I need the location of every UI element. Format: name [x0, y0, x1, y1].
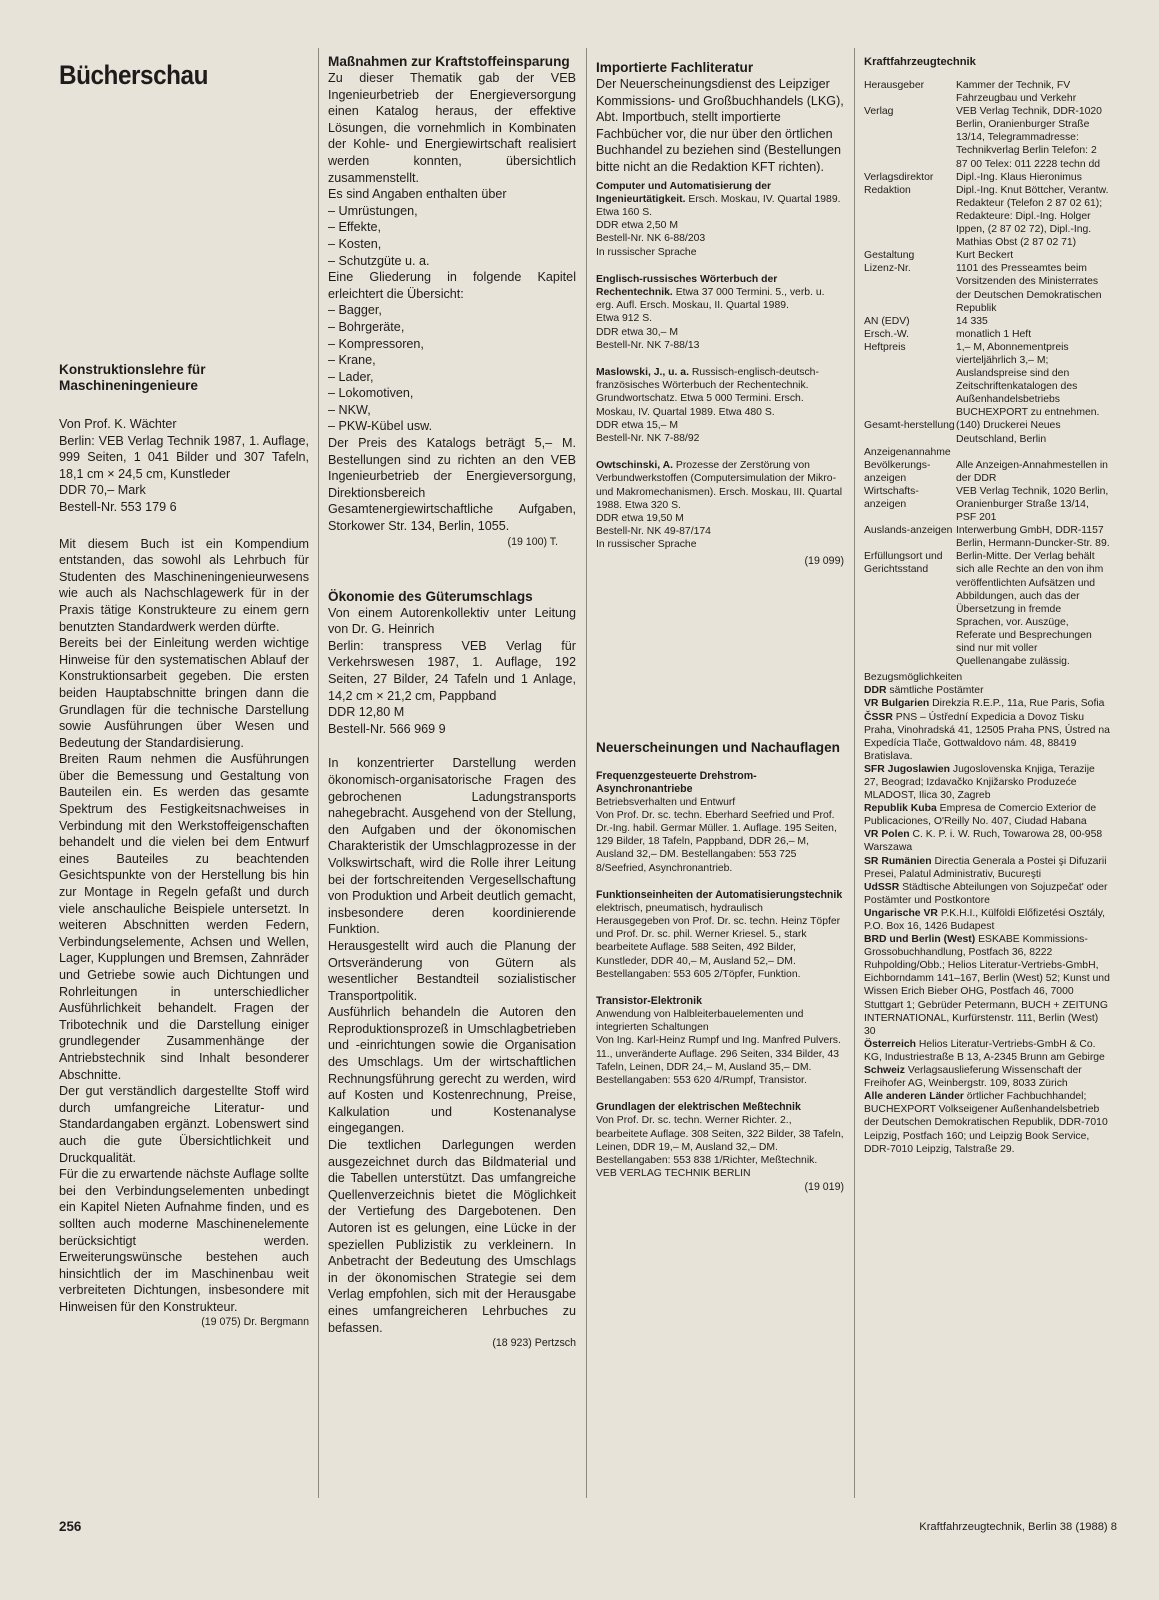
column-2: [328, 54, 576, 1350]
info-list: – Umrüstungen, – Effekte, – Kosten, – Schutzgüte u. a.: [328, 203, 430, 268]
article-title: Importierte Fachliteratur: [596, 60, 754, 75]
imprint-row: Herausgeber Kammer der Technik, FV Fahrzeugbau und Verkehr: [864, 80, 1077, 105]
dist-entry: DDR sämtliche Postämter: [864, 685, 984, 697]
book-entry: Owtschinski, A. Prozesse der Zerstörung von Verbundwerkstoffen (Computersimulation der Mikro- und Makromechanismen). Ersch. Moskau, III. Quartal 1988. Etwa 320 S. DDR etwa 19,50 M Bestell-Nr. NK 49-87/174 In russischer Sprache: [596, 460, 843, 551]
dist-entry: VR Polen C. K. P. i. W. Ruch, Towarowa 28, 00-958 Warszawa: [864, 829, 1103, 854]
review-meta: Von Prof. K. Wächter Berlin: VEB Verlag Technik 1987, 1. Auflage, 999 Seiten, 1 041 Bilder und 307 Tafeln, 18,1 cm × 24,5 cm, Kunstleder DDR 70,– Mark Bestell-Nr. 553 179 6: [59, 417, 309, 514]
dist-entry: VR Bulgarien Direkzia R.E.P., 11a, Rue Paris, Sofia: [864, 698, 1105, 710]
dist-entry: ČSSR PNS – Ústřední Expedicia a Dovoz Tisku Praha, Vinohradská 41, 12505 Praha PNS, Ústred na Expedícia Tlače, Gottwaldovo nám. 48, 88419 Bratislava.: [864, 711, 1110, 762]
imprint-row: Gestaltung Kurt Beckert: [864, 250, 1014, 262]
book-entry: Frequenzgesteuerte Drehstrom-Asynchronantriebe Betriebsverhalten und Entwurf Von Prof. Dr. sc. techn. Eberhard Seefried und Prof. Dr.-Ing. habil. Germar Müller. 1. Auflage. 195 Seiten, 129 Bilder, 18 Tafeln, Pappband, DDR 26,– M, Ausland 32,– DM. Bestellangaben: 553 725 8/Seefried, Asynchronantrieb.: [596, 769, 837, 874]
dist-entry: Alle anderen Länder örtlicher Fachbuchhandel; BUCHEXPORT Volkseigener Außenhandelsbetrieb der Deutschen Demokratischen Republik, DDR-7010 Leipzig, Postfach 160; und Leipzig Book Service, DDR-7010 Leipzig, Talstraße 29.: [864, 1091, 1108, 1155]
dist-entry: Ungarische VR P.K.H.I., Külföldi Előfizetési Osztály, P.O. Box 16, 1426 Budapest: [864, 907, 1106, 932]
chapter-list: – Bagger, – Bohrgeräte, – Kompressoren, – Krane, – Lader, – Lokomotiven, – NKW, – PKW-Kübel usw.: [328, 303, 433, 434]
book-entry: Maslowski, J., u. a. Russisch-englisch-deutsch-französisches Wörterbuch der Rechentechnik. Grundwortschatz. Etwa 5 000 Termini. Ersch. Moskau, IV. Quartal 1989. Etwa 480 S. DDR etwa 15,– M Bestell-Nr. NK 7-88/92: [596, 367, 819, 445]
imprint-row: Lizenz-Nr. 1101 des Presseamtes beim Vorsitzenden des Ministerrates der Deutschen Demokratischen Republik: [864, 263, 1102, 314]
review-text: In konzentrierter Darstellung werden ökonomisch-organisatorische Fragen des gebrochenen Ladungstransports nahegebracht. Ausgehend von der Stellung, den Aufgaben und der ökonomischen Charakteristik der Umschlagprozesse in der Volkswirtschaft, wird die Rolle ihrer Leitung bei der fortschreitenden Vergesellschaftung von Produktion und Arbeit deutlich gemacht, insbesondere deren koordinierende Funktion. Herausgestellt wird auch die Planung der Ortsveränderung von Gütern als wesentlicher Bestandteil sozialistischer Transportpolitik. Ausführlich behandeln die Autoren den Reproduktionsprozeß in Umschlagbetrieben und -einrichtungen sowie die Organisation des Umschlags. Um der wirtschaftlichen Rechnungsführung gerecht zu werden, wird auf Kosten und Kostenrechnung, Preise, Kalkulation und Kostenanalyse eingegangen. Die textlichen Darlegungen werden ausgezeichnet durch das Bildmaterial und die Tabellen unterstützt. Das umfangreiche Quellenverzeichnis bietet die Möglichkeit der Vertiefung des Dargebotenen. Den Autoren ist es gelungen, eine Lücke in der speziellen Publizistik zu verkleinern. In Anbetracht der Bedeutung des Umschlags in der ökonomischen Strategie sei dem Verlag empfohlen, sich mit der Herausgabe eines umfangreicheren Lehrbuches zu befassen.: [328, 756, 576, 1335]
dist-entry: UdSSR Städtische Abteilungen von Sojuzpečat' oder Postämter und Postkontore: [864, 881, 1108, 906]
review-title: Konstruktionslehre für Maschineningenieure: [59, 362, 206, 393]
imprint-table: [864, 79, 1110, 668]
dist-entry: SFR Jugoslawien Jugoslovenska Knjiga, Terazije 27, Beograd; Izdavačko Knjižarsko Produzeće MLADOST, Ilica 30, Zagreb: [864, 763, 1095, 802]
review-reference: (18 923) Pertzsch: [492, 1337, 576, 1350]
imprint-row: Heftpreis 1,– M, Abonnementpreis vierteljährlich 3,– M; Auslandspreise sind den Zeitschriftenkatalogen des Außenhandelsbetriebs BUCHEXPORT zu entnehmen.: [864, 341, 1100, 419]
imprint-row: Ersch.-W. monatlich 1 Heft: [864, 328, 1032, 340]
imprint-row: Gesamt-herstellung (140) Druckerei Neues Deutschland, Berlin: [864, 420, 1061, 445]
column-4-imprint: [864, 54, 1110, 1156]
journal-footer: Kraftfahrzeugtechnik, Berlin 38 (1988) 8: [919, 1521, 1117, 1533]
imprint-row: AN (EDV) 14 335: [864, 315, 988, 327]
page-number: 256: [59, 1519, 82, 1534]
column-rule: [586, 48, 587, 1498]
dist-entry: Republik Kuba Empresa de Comercio Exterior de Publicaciones, O'Reilly No. 407, Ciudad Habana: [864, 803, 1097, 828]
imprint-row: Auslands-anzeigen Interwerbung GmbH, DDR-1157 Berlin, Hermann-Duncker-Str. 89.: [864, 525, 1110, 550]
imprint-row: Bevölkerungs-anzeigen Alle Anzeigen-Annahmestellen in der DDR: [864, 459, 1108, 484]
imprint-row: Redaktion Dipl.-Ing. Knut Böttcher, Verantw. Redakteur (Telefon 2 87 02 61); Redakteure: Dipl.-Ing. Holger Ippen, (2 87 02 72), Dipl.-Ing. Mathias Obst (2 87 02 71): [864, 184, 1109, 249]
imprint-row: Wirtschafts-anzeigen VEB Verlag Technik, 1020 Berlin, Oranienburger Straße 13/14, PSF 201: [864, 485, 1109, 524]
list-reference: (19 019): [804, 1181, 844, 1194]
book-entry: Transistor-Elektronik Anwendung von Halbleiterbauelementen und integrierten Schaltungen Von Ing. Karl-Heinz Rumpf und Ing. Manfred Pulvers. 11., unveränderte Auflage. 296 Seiten, 334 Bilder, 43 Tafeln, Leinen, DDR 24,– M, Ausland 35,– DM. Bestellangaben: 553 620 4/Rumpf, Transistor.: [596, 995, 841, 1087]
column-1: [59, 54, 309, 1329]
column-3: [596, 54, 844, 1194]
imprint-row: Anzeigenannahme: [864, 446, 951, 458]
book-entry: Englisch-russisches Wörterbuch der Rechentechnik. Etwa 37 000 Termini. 5., verb. u. erg. Aufl. Ersch. Moskau, II. Quartal 1989. Etwa 912 S. DDR etwa 30,– M Bestell-Nr. NK 7-88/13: [596, 273, 825, 351]
dist-entry: BRD und Berlin (West) ESKABE Kommissions-Grossobuchhandlung, Postfach 36, 8222 Ruhpolding/Obb.; Helios Literatur-Vertriebs-GmbH, Eichborndamm 141–167, Berlin (West) 52; Kunst und Wissen Erich Bieber OHG, Postfach 46, 7000 Stuttgart 1; Gebrüder Petermann, BUCH + ZEITUNG INTERNATIONAL, Kurfürstenstr. 111, Berlin (West) 30: [864, 934, 1110, 1037]
article-title: Maßnahmen zur Kraftstoffeinsparung: [328, 54, 570, 69]
book-entry: Grundlagen der elektrischen Meßtechnik Von Prof. Dr. sc. techn. Werner Richter. 2., bearbeitete Auflage. 308 Seiten, 322 Bilder, 38 Tafeln, Leinen, DDR 19,– M, Ausland 32,– DM. Bestellangaben: 553 838 1/Richter, Meßtechnik. VEB VERLAG TECHNIK BERLIN: [596, 1101, 844, 1180]
book-entry: Funktionseinheiten der Automatisierungstechnik elektrisch, pneumatisch, hydraulisch Herausgegeben von Prof. Dr. sc. techn. Heinz Töpfer und Prof. Dr. sc. phil. Werner Kriesel. 5., stark bearbeitete Auflage. 588 Seiten, 492 Bilder, Kunstleder, DDR 40,– M, Ausland 52,– DM. Bestellangaben: 553 605 2/Töpfer, Funktion.: [596, 888, 843, 980]
imprint-row: Verlagsdirektor Dipl.-Ing. Klaus Hieronimus: [864, 171, 1082, 183]
section-title: Bücherschau: [59, 60, 209, 90]
column-rule: [318, 48, 319, 1498]
article-title: Neuerscheinungen und Nachauflagen: [596, 739, 840, 755]
article-text: Zu dieser Thematik gab der VEB Ingenieurbetrieb der Energieversorgung einen Katalog heraus, der effektive Lösungen, die vornehmlich in Kombinaten der Kohle- und Energiewirtschaft realisiert werden konnten, übersichtlich zusammenstellt. Es sind Angaben enthalten über – Umrüstungen, – Effekte, – Kosten, – Schutzgüte u. a. Eine Gliederung in folgende Kapitel erleichtert die Übersicht: – Bagger, – Bohrgeräte, – Kompressoren, – Krane, – Lader, – Lokomotiven, – NKW, – PKW-Kübel usw. Der Preis des Katalogs beträgt 5,– M. Bestellungen sind zu richten an den VEB Ingenieurbetrieb der Energieversorgung, Direktionsbereich Gesamtenergiewirtschaftliche Aufgaben, Storkower Str. 134, Berlin, 1055.: [328, 71, 576, 534]
imprint-row: Verlag VEB Verlag Technik, DDR-1020 Berlin, Oranienburger Straße 13/14, Telegrammadresse: Technikverlag Berlin Telefon: 2 87 00 Telex: 011 2228 techn dd: [864, 106, 1102, 170]
column-rule: [854, 48, 855, 1498]
review-text: Mit diesem Buch ist ein Kompendium entstanden, das sowohl als Lehrbuch für Studenten des Maschineningenieurwesens wie auch als Nachschlagewerk für in der Praxis tätige Konstrukteure zu einem gern benutzten Standardwerk werden dürfte. Bereits bei der Einleitung werden wichtige Hinweise für den systematischen Ablauf der Konstruktionsarbeit gegeben. Die ersten beiden Hauptabschnitte bringen dann die Grundlagen für die technische Darstellung sowie Ausführungen über Wesen und Bedeutung der Standardisierung. Breiten Raum nehmen die Ausführungen über die Bemessung und Gestaltung von Bauteilen ein. Es werden das gesamte Spektrum des Festigkeitsnachweises in Verbindung mit den Werkstoffeigenschaften behandelt und die vielen bei dem Entwurf eines Bauteiles zu beachtenden Gesichtspunkte von der Herstellung bis hin zur Montage in Regeln gefaßt und durch viele anschauliche Beispiele untersetzt. In weiteren Abschnitten werden Federn, Verbindungselemente, Achsen und Wellen, Lager, Kupplungen und Bremsen, Zahnräder und Getriebe sowie auch Dichtungen und Rohrleitungen in unterschiedlicher Ausführlichkeit behandelt. Fragen der Tribotechnik und die Darstellung einiger grundlegender Zusammenhänge der Antriebstechnik sind Inhalt besonderer Abschnitte. Der gut verständlich dargestellte Stoff wird durch umfangreiche Literatur- und Standardangaben ergänzt. Lobenswert sind auch die gute Übersichtlichkeit und Druckqualität. Für die zu erwartende nächste Auflage sollte bei den Verbindungselementen unbedingt ein Kapitel Nieten Aufnahme finden, und es sollten auch moderne Maschinenelemente berücksichtigt werden. Erweiterungswünsche bestehen auch hinsichtlich der im Maschinenbau weit verbreiteten Dichtungen, insbesondere mit Hinweisen für den Konstrukteur.: [59, 536, 309, 1314]
imprint-row: Erfüllungsort und Gerichtsstand Berlin-Mitte. Der Verlag behält sich alle Rechte an den von ihm veröffentlichten Aufsätzen und Abbildungen, auch das der Übersetzung in fremde Sprachen, vor. Auszüge, Referate und Besprechungen sind nur mit voller Quellenangabe zulässig.: [864, 551, 1104, 668]
dist-entry: Schweiz Verlagsauslieferung Wissenschaft der Freihofer AG, Weinbergstr. 109, 8033 Zürich: [864, 1065, 1082, 1090]
list-reference: (19 099): [804, 554, 844, 567]
imprint-title: Kraftfahrzeugtechnik: [864, 56, 976, 68]
review-reference: (19 075) Dr. Bergmann: [201, 1316, 309, 1329]
distribution-list: Bezugsmöglichkeiten DDR sämtliche Postämter VR Bulgarien Direkzia R.E.P., 11a, Rue Paris, Sofia ČSSR PNS – Ústřední Expedicia a Dovoz Tisku Praha, Vinohradská 41, 12505 Praha PNS, Ústred na Expedícia Tlače, Gottwaldovo nám. 48, 88419 Bratislava. SFR Jugoslawien Jugoslovenska Knjiga, Terazije 27, Beograd; Izdavačko Knjižarsko Produzeće MLADOST, Ilica 30, Zagreb Republik Kuba Empresa de Comercio Exterior de Publicaciones, O'Reilly No. 407, Ciudad Habana VR Polen C. K. P. i. W. Ruch, Towarowa 28, 00-958 Warszawa SR Rumänien Directia Generala a Postei şi Difuzarii Presei, Palatul Administrativ, Bucureşti UdSSR Städtische Abteilungen von Sojuzpečat' oder Postämter und Postkontore Ungarische VR P.K.H.I., Külföldi Előfizetési Osztály, P.O. Box 16, 1426 Budapest BRD und Berlin (West) ESKABE Kommissions-Grossobuchhandlung, Postfach 36, 8222 Ruhpolding/Obb.; Helios Literatur-Vertriebs-GmbH, Eichborndamm 141–167, Berlin (West) 52; Kunst und Wissen Erich Bieber OHG, Postfach 46, 7000 Stuttgart 1; Gebrüder Petermann, BUCH + ZEITUNG INTERNATIONAL, Kurfürstenstr. 111, Berlin (West) 30 Österreich Helios Literatur-Vertriebs-GmbH & Co. KG, Industriestraße B 13, A-2345 Brunn am Gebirge Schweiz Verlagsauslieferung Wissenschaft der Freihofer AG, Weinbergstr. 109, 8033 Zürich Alle anderen Länder örtlicher Fachbuchhandel; BUCHEXPORT Volkseigener Außenhandelsbetrieb der Deutschen Demokratischen Republik, DDR-7010 Leipzig, Postfach 160; und Leipzig Book Service, DDR-7010 Leipzig, Talstraße 29.: [864, 672, 1110, 1155]
dist-entry: Österreich Helios Literatur-Vertriebs-GmbH & Co. KG, Industriestraße B 13, A-2345 Brunn am Gebirge: [864, 1038, 1105, 1063]
review-title: Ökonomie des Güterumschlags: [328, 588, 533, 604]
dist-entry: SR Rumänien Directia Generala a Postei şi Difuzarii Presei, Palatul Administrativ, Bucureşti: [864, 855, 1107, 880]
review-meta: Von einem Autorenkollektiv unter Leitung von Dr. G. Heinrich Berlin: transpress VEB Verlag für Verkehrswesen 1987, 1. Auflage, 192 Seiten, 27 Bilder, 24 Tafeln und 1 Anlage, 14,2 cm × 21,2 cm, Pappband DDR 12,80 M Bestell-Nr. 566 969 9: [328, 605, 576, 736]
book-entry: Computer und Automatisierung der Ingenieurtätigkeit. Ersch. Moskau, IV. Quartal 1989. Etwa 160 S. DDR etwa 2,50 M Bestell-Nr. NK 6-88/203 In russischer Sprache: [596, 180, 841, 258]
article-reference: (19 100) T.: [507, 535, 558, 548]
import-intro: Der Neuerscheinungsdienst des Leipziger Kommissions- und Großbuchhandels (LKG), Abt. Importbuch, stellt importierte Fachbücher vor, die nur über den örtlichen Buchhandel zu beziehen sind (Bestellungen bitte nicht an die Redaktion KFT richten).: [596, 77, 844, 174]
